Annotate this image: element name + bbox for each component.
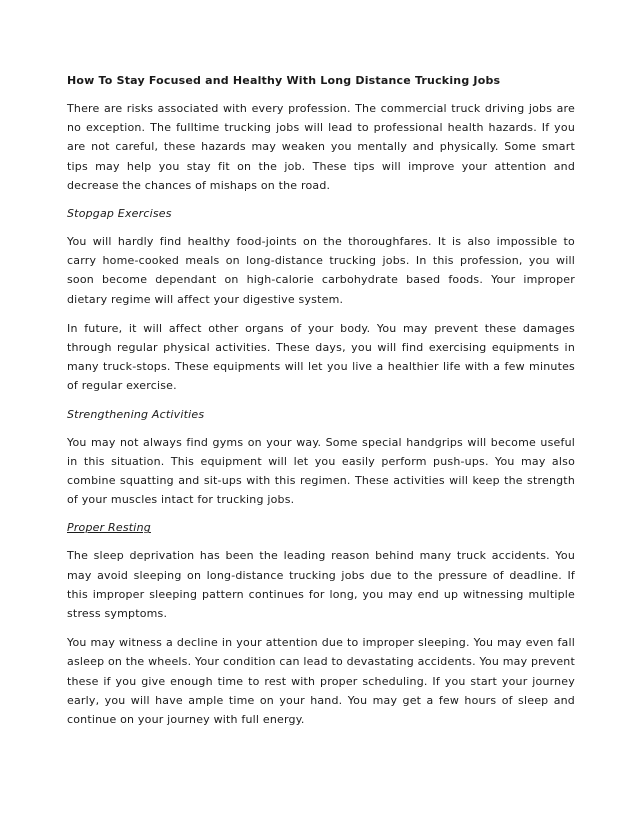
- section-heading-proper-resting: Proper Resting: [67, 521, 151, 535]
- intro-paragraph: There are risks associated with every profession. The commercial truck driving jobs are no exception. The fulltime trucking jobs will lead to professional health hazards. If you are not careful, these hazards may weaken you mentally and physically. Some smart tips may help you stay fit on the job. These tips will improve your attention and decrease the chances of mishaps on the road.: [67, 102, 575, 192]
- section-paragraph: You will hardly find healthy food-joints on the thoroughfares. It is also impossible to carry home-cooked meals on long-distance trucking jobs. In this profession, you will soon become dependant on high-calorie carbohydrate based foods. Your improper dietary regime will affect your digestive system.: [67, 235, 575, 306]
- section-paragraph: In future, it will affect other organs of your body. You may prevent these damages through regular physical activities. These days, you will find exercising equipments in many truck-stops. These equipments will let you live a healthier life with a few minutes of regular exercise.: [67, 321, 575, 393]
- document-page: [67, 72, 575, 739]
- section-heading-stopgap-exercises: Stopgap Exercises: [67, 207, 172, 221]
- section-paragraph: The sleep deprivation has been the leading reason behind many truck accidents. You may avoid sleeping on long-distance trucking jobs due to the pressure of deadline. If this improper sleeping pattern continues for long, you may end up witnessing multiple stress symptoms.: [67, 549, 575, 621]
- document-title: How To Stay Focused and Healthy With Long Distance Trucking Jobs: [67, 74, 501, 87]
- section-heading-strengthening-activities: Strengthening Activities: [67, 407, 205, 421]
- section-paragraph: You may not always find gyms on your way. Some special handgrips will become useful in this situation. This equipment will let you easily perform push-ups. You may also combine squatting and sit-ups with this regimen. These activities will keep the strength of your muscles intact for trucking jobs.: [67, 435, 575, 507]
- section-paragraph: You may witness a decline in your attention due to improper sleeping. You may even fall asleep on the wheels. Your condition can lead to devastating accidents. You may prevent these if you give enough time to rest with proper scheduling. If you start your journey early, you will have ample time on your hand. You may get a few hours of sleep and continue on your journey with full energy.: [67, 636, 575, 727]
